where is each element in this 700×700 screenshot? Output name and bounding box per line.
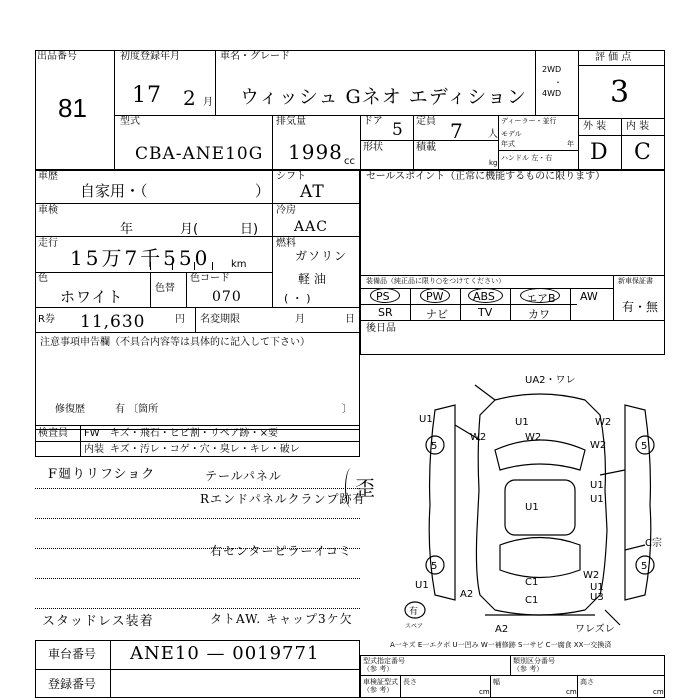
svg-text:有: 有	[409, 607, 419, 617]
svg-text:U1: U1	[590, 494, 604, 505]
mileage-value: 15万7千550	[70, 246, 211, 270]
right-details-frame	[360, 170, 665, 355]
diagram-legend: A一キズ E一エクボ U一凹み W一補修跡 S一サビ C一腐食 XX一交換済	[390, 641, 612, 649]
svg-text:W2: W2	[590, 440, 607, 451]
displacement-value: 1998	[288, 140, 343, 164]
color-value: ホワイト	[60, 288, 124, 306]
remark-5: 右センターピラーイコミ	[210, 544, 353, 558]
equip-sr: SR	[378, 306, 393, 319]
header-frame	[35, 50, 665, 170]
svg-text:スペア: スペア	[405, 623, 424, 630]
equip-leather: カワ	[528, 308, 550, 321]
color-code: 070	[212, 289, 242, 305]
svg-text:U1: U1	[415, 580, 429, 591]
equip-airbag: エアB	[526, 292, 556, 305]
first-reg-label: 初度登録年月	[120, 51, 180, 62]
svg-text:W2: W2	[470, 432, 487, 443]
svg-text:ワレズレ: ワレズレ	[575, 624, 615, 635]
lot-number: 81	[58, 93, 87, 123]
svg-text:W2: W2	[583, 570, 600, 581]
equip-navi: ナビ	[426, 308, 448, 321]
svg-text:U1: U1	[515, 417, 529, 428]
equip-abs: ABS	[473, 290, 495, 303]
svg-text:U1: U1	[590, 480, 604, 491]
svg-text:5: 5	[431, 441, 438, 452]
equip-aw: AW	[580, 290, 598, 303]
warranty-value: 有・無	[622, 300, 659, 314]
svg-text:A2: A2	[495, 624, 509, 635]
equip-tv: TV	[478, 306, 493, 319]
car-name-label: 車名・グレード	[220, 51, 290, 62]
first-reg-month: 2	[183, 86, 197, 110]
svg-text:5: 5	[641, 561, 648, 572]
svg-text:W2: W2	[595, 417, 612, 428]
sales-points-label: セールスポイント（正常に機能するものに限ります）	[366, 171, 606, 182]
aircon-value: AAC	[294, 219, 328, 235]
first-reg-year: 17	[132, 83, 162, 108]
remark-1: F廻りリフショク	[48, 467, 156, 482]
svg-text:C1: C1	[525, 577, 539, 588]
remark-3: Rエンドパネルクランプ跡有	[200, 492, 366, 506]
interior-grade: C	[634, 140, 652, 165]
car-name-value: ウィッシュ Gネオ エディション	[240, 86, 527, 108]
svg-text:5: 5	[431, 561, 438, 572]
doors-value: 5	[392, 120, 404, 140]
remark-6: スタッドレス装着	[42, 614, 154, 629]
equip-pw: PW	[426, 290, 444, 303]
fuel-gasoline: ガソリン	[295, 249, 348, 263]
shift-value: AT	[300, 182, 325, 202]
score-value: 3	[610, 75, 631, 110]
model-type-value: CBA-ANE10G	[135, 144, 264, 164]
svg-text:C1: C1	[525, 595, 539, 606]
score-label: 評 価 点	[595, 52, 632, 63]
svg-text:U3: U3	[590, 592, 604, 603]
svg-text:U1: U1	[419, 414, 433, 425]
remark-2: テールパネル	[205, 469, 282, 483]
svg-text:W2: W2	[525, 432, 542, 443]
history-value: 自家用・（	[80, 182, 148, 200]
fw-items: キズ・飛石・ヒビ割・リペア跡・×要	[110, 428, 278, 439]
lot-label: 出品番号	[37, 51, 77, 62]
equip-ps: PS	[376, 290, 390, 303]
capacity-value: 7	[450, 119, 464, 143]
svg-text:C宗: C宗	[645, 538, 662, 549]
svg-text:A2: A2	[460, 589, 474, 600]
chassis-number: ANE10 — 0019771	[130, 643, 320, 664]
remark-7: タトAW. キャップ3ケ欠	[210, 612, 353, 626]
damage-diagram	[395, 370, 685, 638]
remark-4: 歪	[355, 476, 376, 500]
interior-items: キズ・汚レ・コゲ・穴・臭レ・キレ・破レ	[110, 444, 300, 455]
diagram-top-note: UA2・ワレ	[525, 375, 576, 386]
recycle-value: 11,630	[80, 312, 146, 332]
svg-text:5: 5	[641, 441, 648, 452]
exterior-grade: D	[590, 140, 609, 165]
svg-text:U1: U1	[590, 582, 604, 593]
svg-text:U1: U1	[525, 502, 539, 513]
